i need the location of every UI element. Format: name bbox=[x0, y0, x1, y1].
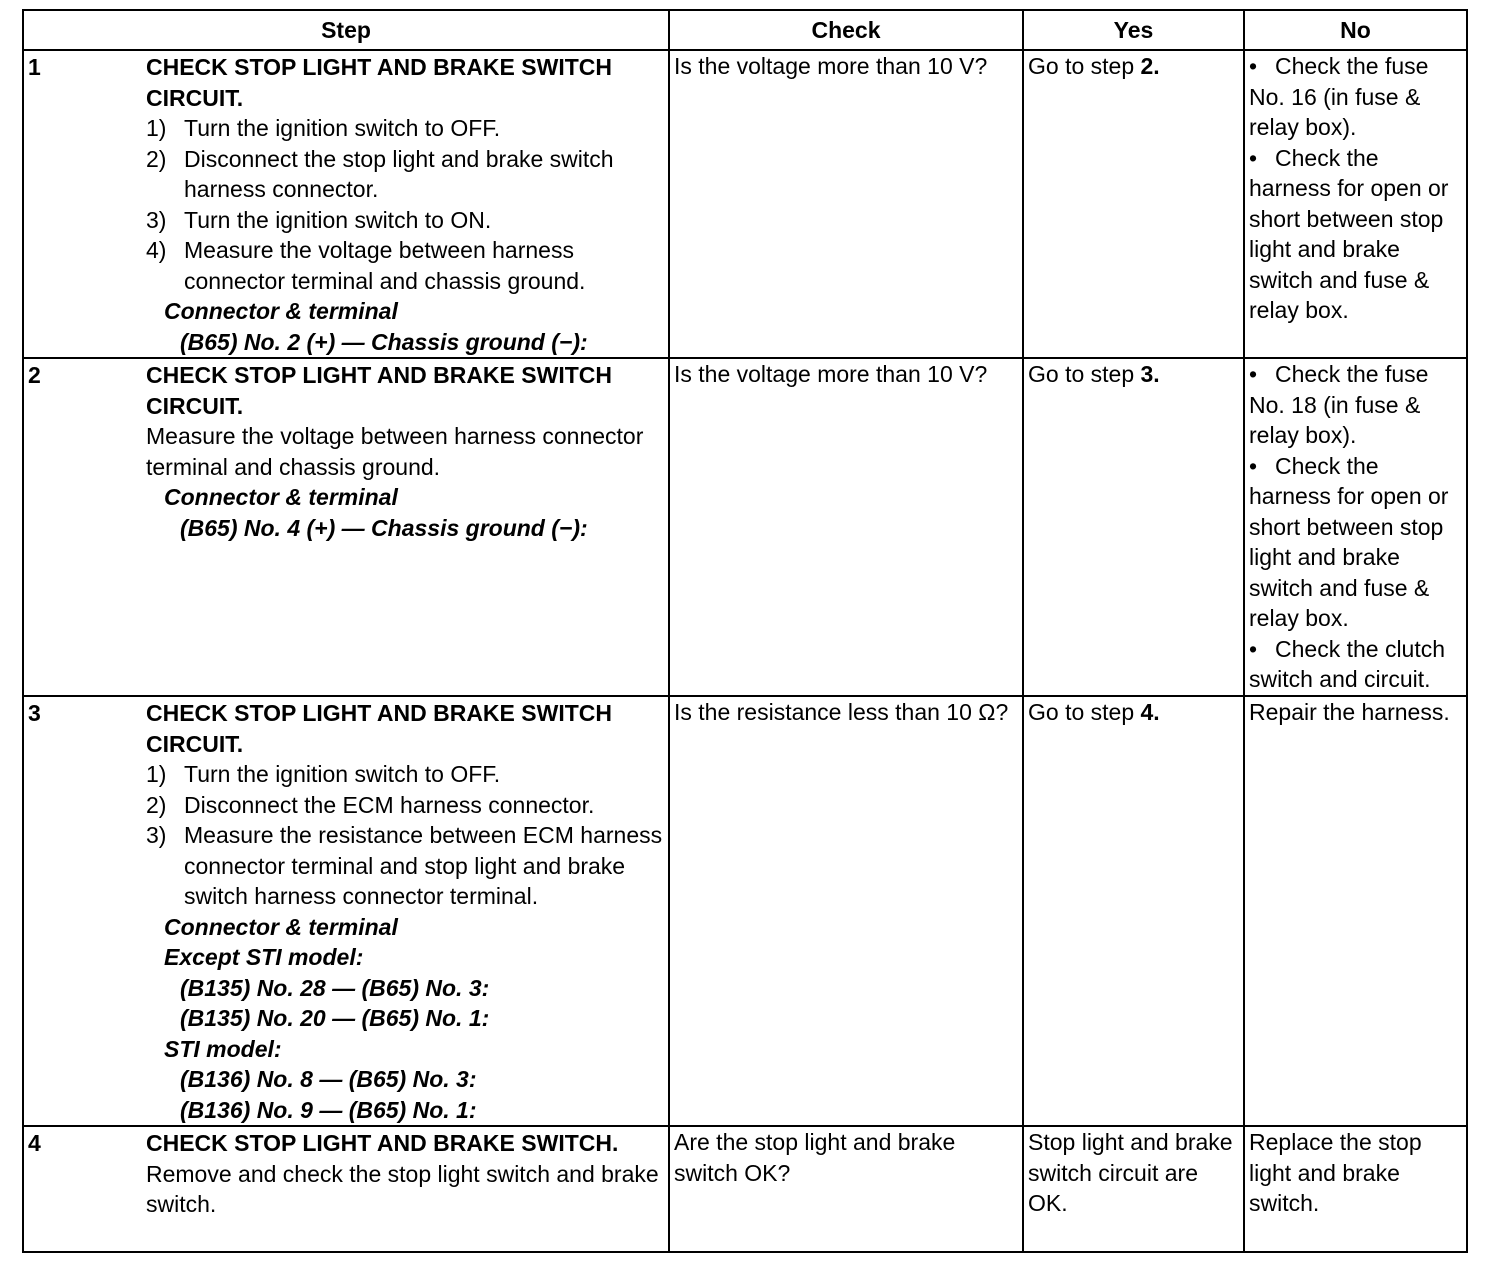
step-title: CHECK STOP LIGHT AND BRAKE SWITCH CIRCUIT. bbox=[146, 362, 612, 419]
step-number: 2 bbox=[28, 362, 41, 388]
table-row bbox=[23, 50, 1467, 358]
connector-label: Connector & terminal bbox=[164, 298, 398, 324]
no-cell bbox=[1244, 50, 1467, 358]
yes-cell: Go to step 2. bbox=[1023, 50, 1244, 358]
sub-step: 1) Turn the ignition switch to OFF. bbox=[146, 115, 501, 141]
no-bullet: • Check the fuse No. 18 (in fuse & relay box). bbox=[1249, 361, 1429, 448]
no-bullet: • Check the clutch switch and circuit. bbox=[1249, 635, 1446, 692]
no-cell: Repair the harness. bbox=[1244, 696, 1467, 1126]
sub-step: 1) Turn the ignition switch to OFF. bbox=[146, 761, 501, 787]
step-cell bbox=[23, 358, 669, 696]
header-no: No bbox=[1244, 10, 1467, 50]
step-cell bbox=[23, 696, 669, 1126]
yes-cell: Go to step 4. bbox=[1023, 696, 1244, 1126]
check-cell: Is the voltage more than 10 V? bbox=[669, 358, 1023, 696]
check-cell: Is the voltage more than 10 V? bbox=[669, 50, 1023, 358]
check-cell: Is the resistance less than 10 Ω? bbox=[669, 696, 1023, 1126]
sub-step: 2) Disconnect the ECM harness connector. bbox=[146, 791, 595, 818]
step-title: CHECK STOP LIGHT AND BRAKE SWITCH. bbox=[146, 1130, 619, 1156]
table-row bbox=[23, 696, 1467, 1126]
step-cell bbox=[23, 1126, 669, 1252]
no-bullet: • Check the harness for open or short between stop light and brake switch and fuse & relay box. bbox=[1249, 452, 1449, 631]
check-cell: Are the stop light and brake switch OK? bbox=[669, 1126, 1023, 1252]
step-title: CHECK STOP LIGHT AND BRAKE SWITCH CIRCUIT. bbox=[146, 54, 612, 111]
table-row bbox=[23, 358, 1467, 696]
sub-step: 3) Measure the resistance between ECM harness connector terminal and stop light and brake switch harness connector terminal. bbox=[146, 822, 663, 909]
connector-line: (B136) No. 9 — (B65) No. 1: bbox=[180, 1096, 477, 1123]
header-yes: Yes bbox=[1023, 10, 1244, 50]
connector-line: (B135) No. 20 — (B65) No. 1: bbox=[180, 1005, 490, 1031]
sti-label: STI model: bbox=[164, 1035, 282, 1062]
step-number: 4 bbox=[28, 1130, 41, 1156]
no-cell: Replace the stop light and brake switch. bbox=[1244, 1126, 1467, 1252]
sub-step: 2) Disconnect the stop light and brake switch harness connector. bbox=[146, 145, 614, 202]
connector-line: (B65) No. 2 (+) — Chassis ground (−): bbox=[180, 328, 588, 355]
header-row bbox=[23, 10, 1467, 50]
connector-line: (B135) No. 28 — (B65) No. 3: bbox=[180, 974, 490, 1001]
no-bullet: • Check the harness for open or short between stop light and brake switch and fuse & relay box. bbox=[1249, 144, 1449, 323]
connector-label: Connector & terminal bbox=[164, 484, 398, 510]
connector-line: (B65) No. 4 (+) — Chassis ground (−): bbox=[180, 514, 588, 541]
no-cell bbox=[1244, 358, 1467, 696]
sub-step: 3) Turn the ignition switch to ON. bbox=[146, 206, 492, 233]
diagnostic-table bbox=[22, 9, 1468, 1253]
step-cell bbox=[23, 50, 669, 358]
except-sti-label: Except STI model: bbox=[164, 944, 364, 970]
connector-label: Connector & terminal bbox=[164, 913, 398, 940]
step-number: 3 bbox=[28, 700, 41, 726]
step-text: Measure the voltage between harness connector terminal and chassis ground. bbox=[146, 423, 644, 480]
step-number: 1 bbox=[28, 54, 41, 80]
header-check: Check bbox=[669, 10, 1023, 50]
header-step: Step bbox=[23, 10, 669, 50]
yes-cell: Go to step 3. bbox=[1023, 358, 1244, 696]
step-title: CHECK STOP LIGHT AND BRAKE SWITCH CIRCUIT. bbox=[146, 700, 612, 757]
table-row bbox=[23, 1126, 1467, 1252]
connector-line: (B136) No. 8 — (B65) No. 3: bbox=[180, 1066, 477, 1092]
yes-cell: Stop light and brake switch circuit are OK. bbox=[1023, 1126, 1244, 1252]
no-bullet: • Check the fuse No. 16 (in fuse & relay box). bbox=[1249, 53, 1429, 140]
sub-step: 4) Measure the voltage between harness connector terminal and chassis ground. bbox=[146, 237, 586, 294]
step-text: Remove and check the stop light switch and brake switch. bbox=[146, 1160, 659, 1217]
